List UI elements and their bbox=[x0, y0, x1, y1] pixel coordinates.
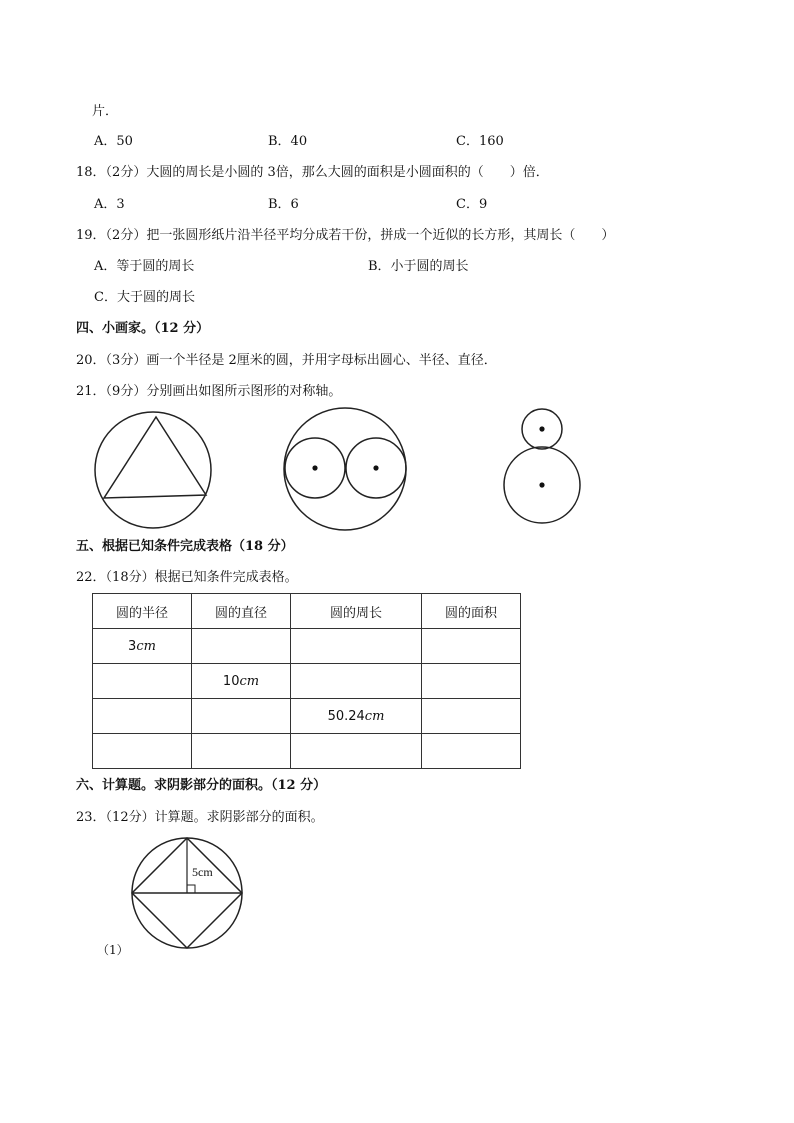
table-cell bbox=[422, 734, 521, 769]
q19-option-a: A．等于圆的周长 bbox=[94, 259, 195, 274]
q21-stem: 21．（9分）分别画出如图所示图形的对称轴。 bbox=[76, 384, 342, 399]
header-area: 圆的面积 bbox=[422, 594, 521, 629]
q19-option-c: C．大于圆的周长 bbox=[94, 290, 195, 305]
table-cell bbox=[291, 629, 422, 664]
header-radius: 圆的半径 bbox=[93, 594, 192, 629]
table-cell bbox=[422, 699, 521, 734]
table-row bbox=[93, 629, 521, 664]
q20-stem: 20．（3分）画一个半径是 2厘米的圆，并用字母标出圆心、半径、直径． bbox=[76, 353, 497, 368]
q23-stem: 23．（12分）计算题。求阴影部分的面积。 bbox=[76, 810, 324, 825]
table-cell bbox=[93, 629, 192, 664]
q17-option-b: B．40 bbox=[268, 134, 308, 149]
section-5-heading: 五、根据已知条件完成表格（18 分） bbox=[76, 539, 294, 554]
q17-tail: 片． bbox=[92, 104, 119, 119]
table-row bbox=[93, 734, 521, 769]
cell-unit: cm bbox=[239, 673, 260, 689]
table-cell bbox=[422, 629, 521, 664]
header-circumference: 圆的周长 bbox=[291, 594, 422, 629]
figure-number-label: （1） bbox=[97, 943, 129, 957]
table-row bbox=[93, 664, 521, 699]
cell-unit: cm bbox=[136, 638, 156, 654]
cell-value: 10 bbox=[222, 673, 240, 689]
table-cell bbox=[192, 699, 291, 734]
q19-stem: 19．（2分）把一张圆形纸片沿半径平均分成若干份，拼成一个近似的长方形，其周长（ ） bbox=[76, 228, 615, 243]
table-header-row bbox=[93, 594, 521, 629]
table-cell bbox=[192, 734, 291, 769]
table-cell bbox=[192, 629, 291, 664]
q17-option-c: C．160 bbox=[456, 134, 504, 149]
cell-unit: cm bbox=[364, 708, 385, 724]
q18-stem: 18．（2分）大圆的周长是小圆的 3倍，那么大圆的面积是小圆面积的（ ）倍． bbox=[76, 165, 549, 180]
figure-snowman-circles bbox=[500, 405, 586, 531]
table-cell bbox=[291, 699, 422, 734]
table-cell bbox=[291, 734, 422, 769]
table-cell bbox=[93, 664, 192, 699]
table-row bbox=[93, 699, 521, 734]
table-cell bbox=[422, 664, 521, 699]
figure-circle-triangle bbox=[92, 410, 222, 534]
table-cell bbox=[93, 699, 192, 734]
figure-circle-two-circles bbox=[282, 405, 412, 535]
q17-option-a: A．50 bbox=[94, 134, 133, 149]
cell-value: 3 bbox=[128, 638, 137, 654]
section-6-heading: 六、计算题。求阴影部分的面积。（12 分） bbox=[76, 778, 327, 793]
q22-stem: 22．（18分）根据已知条件完成表格。 bbox=[76, 570, 298, 585]
q18-option-c: C．9 bbox=[456, 197, 488, 212]
table-cell bbox=[93, 734, 192, 769]
table-cell bbox=[192, 664, 291, 699]
circle-table bbox=[92, 593, 521, 769]
section-4-heading: 四、小画家。（12 分） bbox=[76, 321, 210, 336]
table-cell bbox=[291, 664, 422, 699]
q18-option-a: A．3 bbox=[94, 197, 125, 212]
header-diameter: 圆的直径 bbox=[192, 594, 291, 629]
figure-circle-inscribed-square bbox=[130, 835, 250, 955]
q19-option-b: B．小于圆的周长 bbox=[368, 259, 469, 274]
q18-option-b: B．6 bbox=[268, 197, 299, 212]
measure-label: 5cm bbox=[192, 865, 213, 879]
cell-value: 50.24 bbox=[327, 708, 365, 724]
